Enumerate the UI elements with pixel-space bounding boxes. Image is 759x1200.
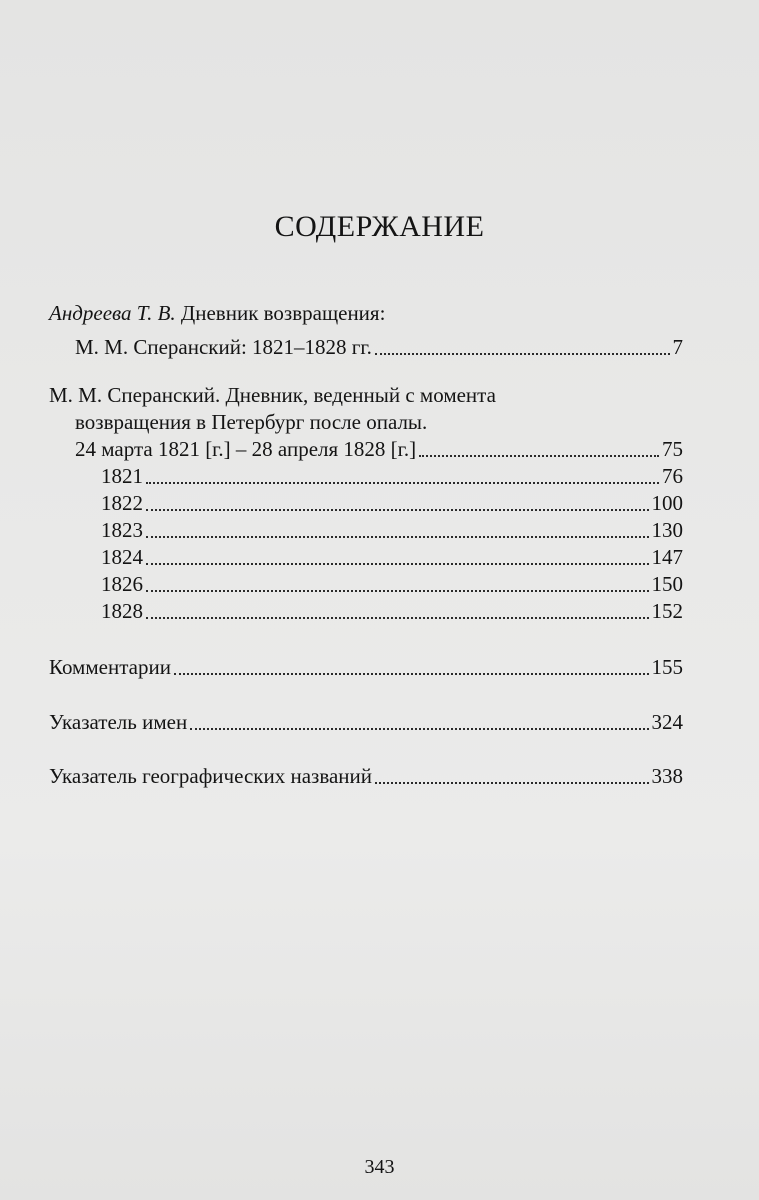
toc-year-1822[interactable] — [101, 490, 683, 517]
toc-entry-1[interactable] — [75, 334, 683, 361]
toc-entry-page: 338 — [651, 764, 683, 788]
toc-entry-2-line-1: М. М. Сперанский. Дневник, веденный с момента — [49, 383, 496, 407]
toc-entry-label: Комментарии — [49, 655, 171, 679]
toc-year-page: 147 — [651, 545, 683, 569]
toc-year-1826[interactable] — [101, 571, 683, 598]
toc-entry-2[interactable] — [75, 436, 683, 463]
toc-year-page: 76 — [662, 464, 683, 488]
toc-entry-label: Указатель географических названий — [49, 764, 372, 788]
toc-entry-2-page: 75 — [662, 437, 683, 461]
toc-year-label: 1828 — [101, 599, 143, 623]
toc-year-1828[interactable] — [101, 598, 683, 625]
dot-leader — [146, 482, 659, 484]
toc-year-page: 152 — [651, 599, 683, 623]
toc-entry-page: 155 — [651, 655, 683, 679]
toc-entry-geo-index[interactable] — [49, 763, 683, 790]
toc-year-label: 1822 — [101, 491, 143, 515]
toc-entry-1-title: Дневник возвращения: — [175, 301, 386, 325]
toc-entry-1-page: 7 — [672, 335, 683, 359]
dot-leader — [146, 590, 649, 592]
toc-year-page: 150 — [651, 572, 683, 596]
toc-year-label: 1823 — [101, 518, 143, 542]
toc-year-page: 130 — [651, 518, 683, 542]
toc-year-page: 100 — [651, 491, 683, 515]
toc-entry-label: Указатель имен — [49, 710, 188, 734]
toc-entry-2-line-3: 24 марта 1821 [г.] – 28 апреля 1828 [г.] — [75, 437, 417, 461]
toc-entry-1-author: Андреева Т. В. — [49, 301, 176, 325]
dot-leader — [375, 782, 649, 784]
dot-leader — [146, 563, 649, 565]
page-title: СОДЕРЖАНИЕ — [274, 210, 485, 243]
toc-entry-2-line-2: возвращения в Петербург после опалы. — [75, 410, 428, 434]
dot-leader — [174, 673, 649, 675]
page-number: 343 — [364, 1156, 395, 1178]
toc-entry-1-line-1 — [49, 300, 385, 327]
dot-leader — [146, 509, 649, 511]
toc-year-1824[interactable] — [101, 544, 683, 571]
toc-entry-1-line-2: М. М. Сперанский: 1821–1828 гг. — [75, 335, 372, 359]
toc-entry-page: 324 — [651, 710, 683, 734]
toc-year-1823[interactable] — [101, 517, 683, 544]
toc-year-label: 1826 — [101, 572, 143, 596]
dot-leader — [375, 353, 670, 355]
dot-leader — [190, 728, 648, 730]
dot-leader — [146, 617, 649, 619]
toc-entry-name-index[interactable] — [49, 709, 683, 736]
dot-leader — [146, 536, 649, 538]
toc-year-label: 1821 — [101, 464, 143, 488]
dot-leader — [419, 455, 659, 457]
toc-year-label: 1824 — [101, 545, 143, 569]
toc-year-1821[interactable] — [101, 463, 683, 490]
toc-entry-comments[interactable] — [49, 654, 683, 681]
